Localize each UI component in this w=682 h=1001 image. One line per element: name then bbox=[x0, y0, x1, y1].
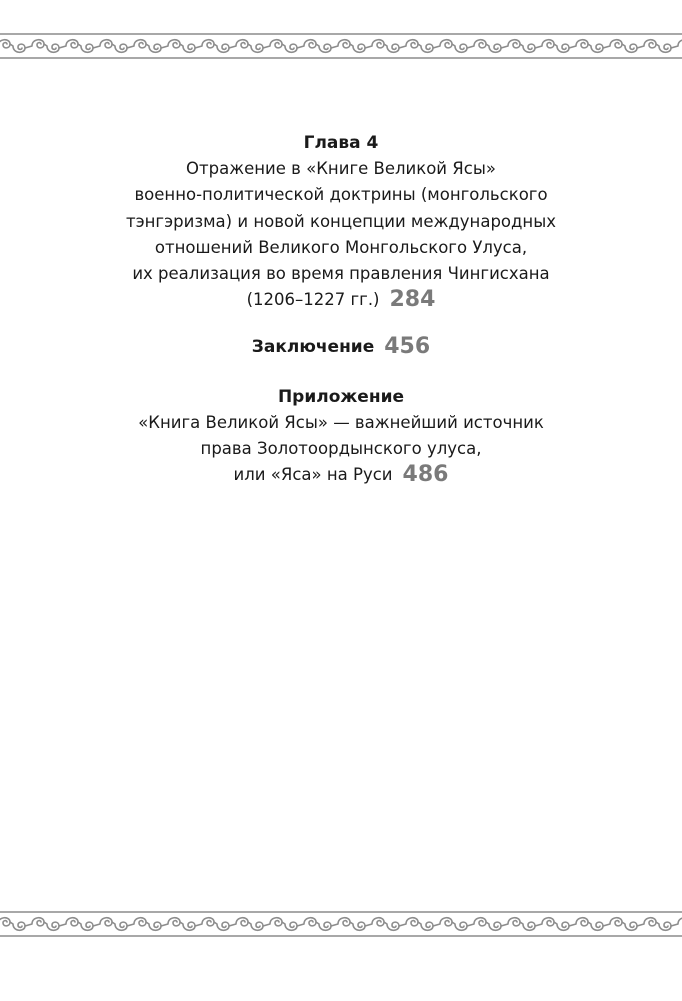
appendix-page-number: 486 bbox=[402, 462, 449, 488]
conclusion-page-number: 456 bbox=[384, 333, 431, 359]
chapter-4-title-line: (1206–1227 гг.) bbox=[246, 290, 380, 310]
top-ornament-border bbox=[0, 31, 682, 61]
chapter-4-title-line: их реализация во время правления Чингисхана bbox=[132, 264, 550, 284]
table-of-contents bbox=[0, 130, 682, 489]
appendix-title-line: права Золотоордынского улуса, bbox=[200, 439, 482, 459]
chapter-4-heading: Глава 4 bbox=[303, 133, 379, 153]
chapter-4-title-line: Отражение в «Книге Великой Ясы» bbox=[186, 159, 496, 178]
scroll-ornament-icon bbox=[0, 909, 682, 939]
ornament-pattern bbox=[0, 34, 682, 58]
appendix-title-line: или «Яса» на Руси bbox=[233, 465, 393, 485]
conclusion-heading: Заключение bbox=[251, 336, 375, 357]
appendix-heading: Приложение bbox=[277, 386, 405, 407]
chapter-4-title-line: отношений Великого Монгольского Улуса, bbox=[154, 237, 528, 257]
chapter-4-page-number: 284 bbox=[389, 287, 436, 313]
appendix-title-last-line bbox=[0, 462, 682, 488]
chapter-4-title-line: тэнгэризма) и новой концепции международных bbox=[125, 211, 557, 231]
scroll-ornament-icon bbox=[0, 31, 682, 61]
chapter-4-title-last-line bbox=[0, 287, 682, 313]
toc-entry-appendix bbox=[0, 384, 682, 489]
toc-entry-chapter-4 bbox=[0, 130, 682, 314]
ornament-pattern bbox=[0, 912, 682, 936]
chapter-4-title-line: военно-политической доктрины (монгольского bbox=[134, 185, 548, 205]
appendix-title-line: «Книга Великой Ясы» — важнейший источник bbox=[138, 412, 544, 432]
toc-entry-conclusion bbox=[0, 334, 682, 360]
bottom-ornament-border bbox=[0, 909, 682, 939]
conclusion-heading-row bbox=[0, 334, 682, 360]
